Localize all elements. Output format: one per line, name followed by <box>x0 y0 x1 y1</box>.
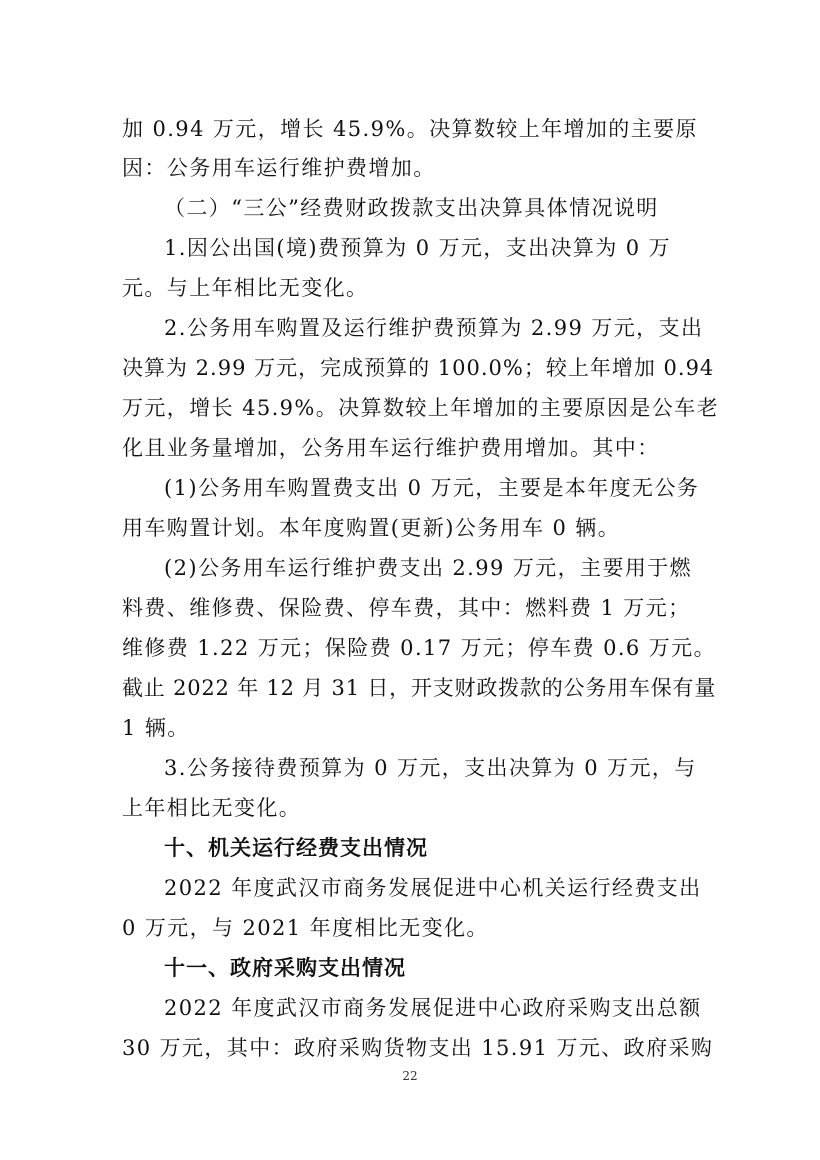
line-text: 用车购置计划。本年度购置(更新)公务用车 0 辆。 <box>122 516 621 540</box>
section-heading <box>0 828 820 868</box>
line-text: 维修费 1.22 万元；保险费 0.17 万元；停车费 0.6 万元。 <box>122 636 716 660</box>
line-text: 3.公务接待费预算为 0 万元，支出决算为 0 万元，与 <box>164 756 697 780</box>
body-line <box>0 348 820 388</box>
body-line <box>0 508 820 548</box>
line-text: 截止 2022 年 12 月 31 日，开支财政拨款的公务用车保有量 <box>122 676 717 700</box>
page-number: 22 <box>402 1069 418 1083</box>
line-text: 加 0.94 万元，增长 45.9%。决算数较上年增加的主要原 <box>122 117 698 141</box>
body-line <box>0 148 820 188</box>
line-text: 决算为 2.99 万元，完成预算的 100.0%；较上年增加 0.94 <box>122 356 715 380</box>
body-line <box>0 988 820 1028</box>
body-line <box>0 708 820 748</box>
line-text: 因：公务用车运行维护费增加。 <box>122 156 436 180</box>
body-line <box>0 268 820 308</box>
body-line <box>0 628 820 668</box>
heading-text: 十、机关运行经费支出情况 <box>164 836 428 860</box>
body-line <box>0 668 820 708</box>
body-line <box>0 908 820 948</box>
body-line <box>0 588 820 628</box>
line-text: (2)公务用车运行维护费支出 2.99 万元，主要用于燃 <box>164 556 693 580</box>
heading-text: 十一、政府采购支出情况 <box>164 956 406 980</box>
body-line <box>0 228 820 268</box>
body-line <box>0 308 820 348</box>
line-text: 2.公务用车购置及运行维护费预算为 2.99 万元，支出 <box>164 316 704 340</box>
body-line <box>0 788 820 828</box>
line-text: （二）“三公”经费财政拨款支出决算具体情况说明 <box>164 196 659 220</box>
body-line <box>0 748 820 788</box>
body-line <box>0 109 820 149</box>
line-text: (1)公务用车购置费支出 0 万元，主要是本年度无公务 <box>164 476 700 500</box>
body-line <box>0 548 820 588</box>
body-line <box>0 1028 820 1068</box>
line-text: 2022 年度武汉市商务发展促进中心政府采购支出总额 <box>164 996 702 1020</box>
section-subheading <box>0 188 820 228</box>
line-text: 万元，增长 45.9%。决算数较上年增加的主要原因是公车老 <box>122 396 719 420</box>
line-text: 化且业务量增加，公务用车运行维护费用增加。其中： <box>122 436 660 460</box>
line-text: 料费、维修费、保险费、停车费，其中：燃料费 1 万元； <box>122 596 691 620</box>
line-text: 2022 年度武汉市商务发展促进中心机关运行经费支出 <box>164 876 702 900</box>
line-text: 上年相比无变化。 <box>122 796 302 820</box>
body-line <box>0 468 820 508</box>
line-text: 0 万元，与 2021 年度相比无变化。 <box>122 916 489 940</box>
line-text: 1 辆。 <box>122 716 190 740</box>
body-line <box>0 428 820 468</box>
section-heading <box>0 948 820 988</box>
body-line <box>0 388 820 428</box>
line-text: 30 万元，其中：政府采购货物支出 15.91 万元、政府采购 <box>122 1036 714 1060</box>
line-text: 1.因公出国(境)费预算为 0 万元，支出决算为 0 万 <box>164 236 672 260</box>
body-line <box>0 868 820 908</box>
line-text: 元。与上年相比无变化。 <box>122 276 369 300</box>
